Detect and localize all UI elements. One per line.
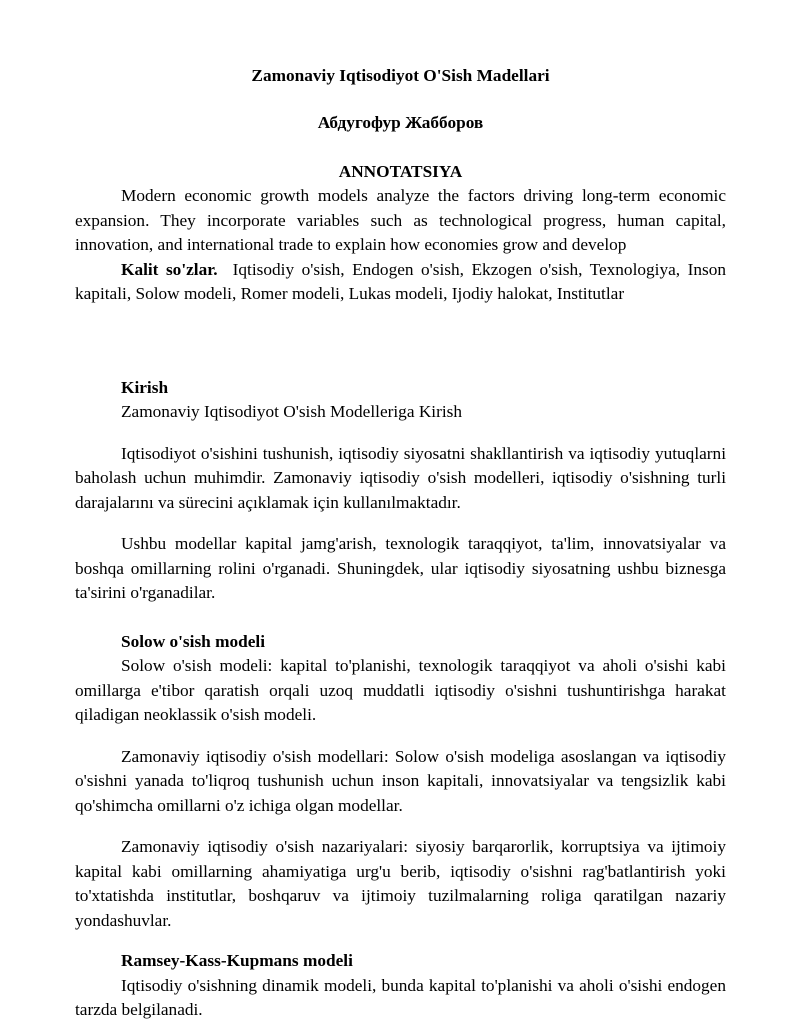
solow-heading: Solow o'sish modeli (121, 631, 266, 651)
keywords-list: Iqtisodiy o'sish, Endogen o'sish, Ekzogen o'sish, Texnologiya, Inson kapitali, Solow modeli, Romer modeli, Lukas modeli, Ijodiy halokat, Institutlar (75, 259, 726, 303)
author-name: Абдугофур Жабборов (317, 113, 484, 132)
solow-paragraph: Zamonaviy iqtisodiy o'sish modellari: Solow o'sish modeliga asoslangan va iqtisodiy o'sishni yanada to'liqroq tushunish uchun inson kapitali, innovatsiyalar va tengsizlik kabi qo'shimcha omillarni o'z ichiga olgan modellar. (75, 746, 726, 815)
document-page (75, 64, 726, 1023)
solow-paragraph: Zamonaviy iqtisodiy o'sish nazariyalari: siyosiy barqarorlik, korruptsiya va ijtimoiy kapital kabi omillarning ahamiyatiga urg'u berib, iqtisodiy o'sishni rag'batlantirish yoki to'xtatishda institutlar, boshqaruv va ijtimoiy tuzilmalarning roliga qaratilgan nazariy yondashuvlar. (75, 837, 726, 930)
document-title: Zamonaviy Iqtisodiyot O'Sish Madellari (251, 66, 550, 85)
intro-heading: Kirish (121, 377, 169, 397)
keywords-paragraph (75, 258, 726, 307)
annotation-text: Modern economic growth models analyze the factors driving long-term economic expansion. They incorporate variables such as technological progress, human capital, innovation, and international trade to explain how economies grow and develop (75, 186, 726, 254)
solow-paragraph: Solow o'sish modeli: kapital to'planishi, texnologik taraqqiyot va aholi o'sishi kabi omillarga e'tibor qaratish orqali uzoq muddatli iqtisodiy o'sishni tushuntirishga harakat qiladigan neoklassik o'sish modeli. (75, 656, 726, 724)
intro-paragraph: Iqtisodiyot o'sishini tushunish, iqtisodiy siyosatni shakllantirish va iqtisodiy yutuqlarni baholash uchun muhimdir. Zamonaviy iqtisodiy o'sish modelleri, iqtisodiy o'sishning turli darajalarını va sürecini açıklamak için kullanılmaktadır. (75, 443, 726, 512)
intro-paragraph: Ushbu modellar kapital jamg'arish, texnologik taraqqiyot, ta'lim, innovatsiyalar va boshqa omillarning rolini o'rganadi. Shuningdek, ular iqtisodiy siyosatning ushbu biznesga ta'sirini o'rganadilar. (75, 534, 726, 602)
intro-subheading: Zamonaviy Iqtisodiyot O'sish Modelleriga Kirish (121, 402, 463, 421)
ramsey-paragraph: Iqtisodiy o'sishning dinamik modeli, bunda kapital to'planishi va aholi o'sishi endogen tarzda belgilanadi. (75, 975, 726, 1019)
ramsey-heading: Ramsey-Kass-Kupmans modeli (121, 951, 353, 970)
keywords-label: Kalit so'zlar. (121, 259, 218, 279)
annotation-heading: ANNOTATSIYA (338, 161, 463, 181)
